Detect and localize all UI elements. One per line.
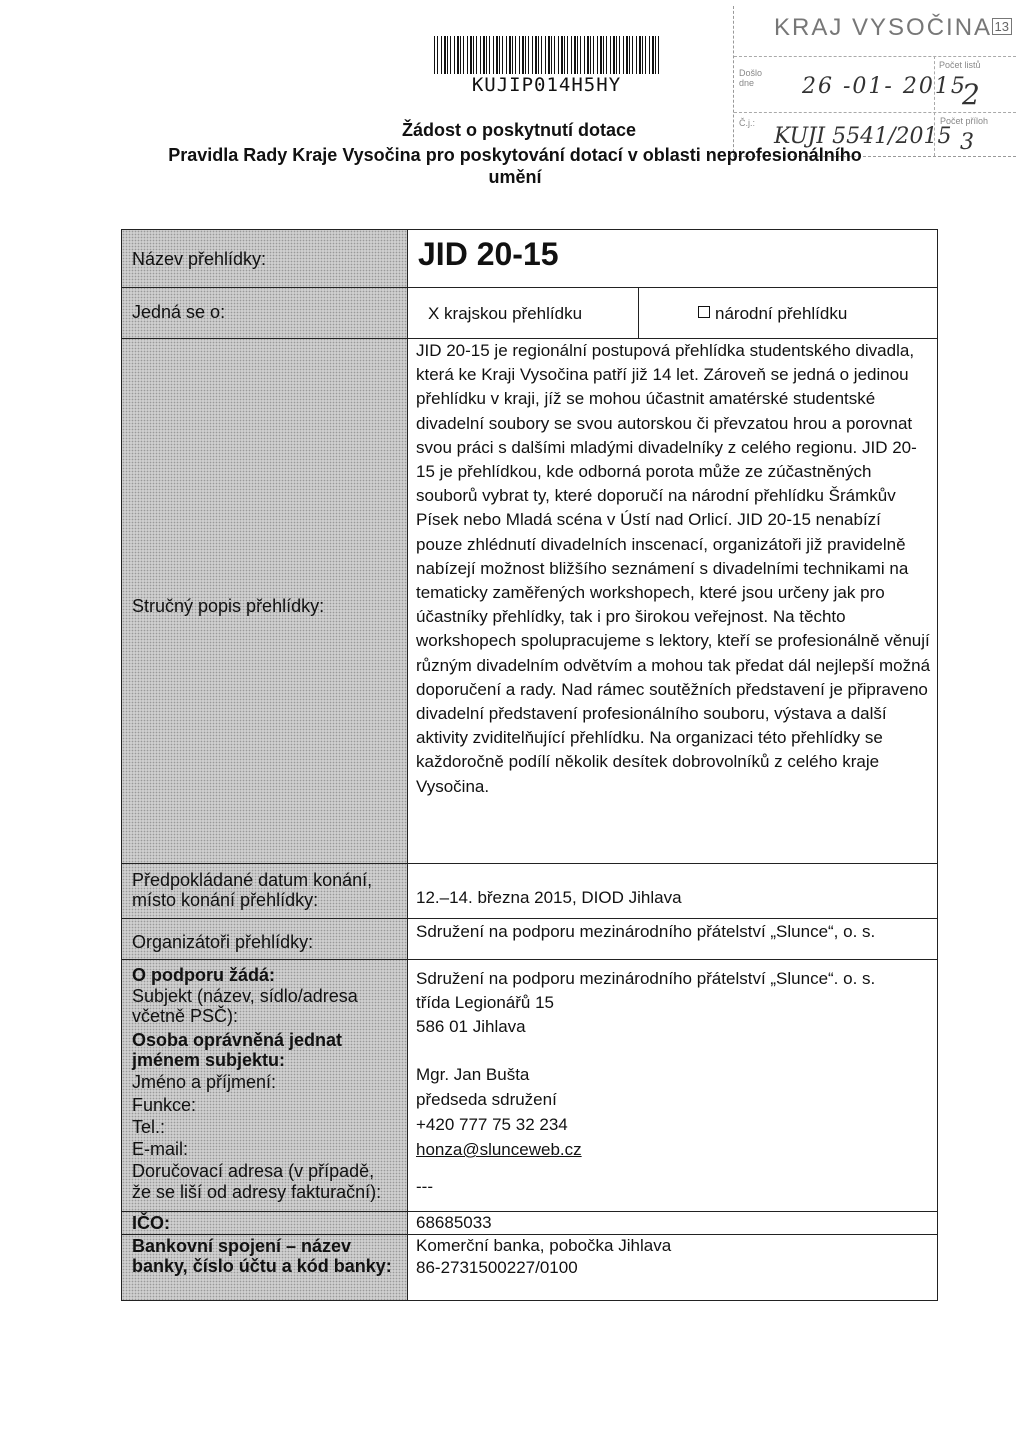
document-title: Žádost o poskytnutí dotace	[401, 120, 637, 140]
stamp-sheets: 2	[962, 78, 980, 111]
label-delivery-2: že se liší od adresy fakturační):	[132, 1182, 382, 1202]
stamp-received-date: 26 -01- 2015	[802, 74, 967, 99]
option-national[interactable]	[698, 302, 847, 326]
label-description: Stručný popis přehlídky:	[132, 596, 325, 616]
stamp-received-label: Došlo dne	[739, 68, 763, 88]
label-person-2: jménem subjektu:	[132, 1050, 286, 1070]
stamp-attachments: 3	[960, 130, 974, 155]
stamp-attachments-label: Počet příloh	[940, 116, 989, 126]
label-bank-1: Bankovní spojení – název	[132, 1236, 352, 1256]
application-form-table	[121, 229, 938, 1301]
function-value: předseda sdružení	[416, 1090, 557, 1109]
label-email: E-mail:	[132, 1139, 189, 1159]
delivery-value: ---	[416, 1177, 433, 1196]
barcode	[434, 36, 659, 74]
option-regional-label: X krajskou přehlídku	[428, 304, 583, 323]
label-event-name: Název přehlídky:	[132, 249, 267, 269]
bank-value-2: 86-2731500227/0100	[416, 1258, 578, 1277]
email-link[interactable]: honza@slunceweb.cz	[416, 1140, 582, 1159]
label-bank-2: banky, číslo účtu a kód banky:	[132, 1256, 392, 1276]
label-date-place-1: Předpokládané datum konání,	[132, 870, 373, 890]
label-phone: Tel.:	[132, 1117, 166, 1137]
subject-line-3: 586 01 Jihlava	[416, 1017, 526, 1036]
email-value[interactable]	[416, 1138, 582, 1162]
stamp-sheets-label: Počet listů	[939, 60, 981, 70]
stamp-ref-number: KUJI 5541/2015	[774, 124, 952, 149]
checkbox-national[interactable]	[698, 306, 710, 318]
document-subtitle: Pravidla Rady Kraje Vysočina pro poskytování dotací v oblasti neprofesionálního umění	[168, 145, 862, 187]
label-delivery-1: Doručovací adresa (v případě,	[132, 1161, 375, 1181]
full-name-value: Mgr. Jan Bušta	[416, 1065, 530, 1084]
label-subject-1: Subjekt (název, sídlo/adresa	[132, 986, 358, 1006]
label-event-type: Jedná se o:	[132, 302, 226, 322]
stamp-ref-label: Č.j.:	[739, 118, 756, 128]
subject-line-1: Sdružení na podporu mezinárodního přátelství „Slunce“. o. s.	[416, 969, 876, 988]
bank-value-1: Komerční banka, pobočka Jihlava	[416, 1236, 672, 1255]
organizers-value: Sdružení na podporu mezinárodního přátelství „Slunce“, o. s.	[416, 922, 876, 941]
barcode-text: KUJIP014H5HY	[471, 74, 622, 96]
event-name-value: JID 20-15	[418, 236, 559, 272]
label-subject-2: včetně PSČ):	[132, 1006, 239, 1026]
subject-line-2: třída Legionářů 15	[416, 993, 554, 1012]
label-full-name: Jméno a příjmení:	[132, 1072, 277, 1092]
label-function: Funkce:	[132, 1095, 197, 1115]
ico-value: 68685033	[416, 1213, 492, 1232]
date-place-value: 12.–14. března 2015, DIOD Jihlava	[416, 888, 682, 907]
option-regional[interactable]	[428, 302, 582, 326]
description-value: JID 20-15 je regionální postupová přehlídka studentského divadla, která ke Kraji Vysočina patří již 14 let. Zároveň se jedná o jedinou přehlídku v kraji, jíž se mohou účastnit amatérské studentské divadelní soubory se svou autorskou či převzatou hrou a porovnat svou práci s dalšími mladými divadelníky z celého regionu. JID 20-15 je přehlídkou, kde odborná porota může ze zúčastněných souborů vybrat ty, které doporučí na národní přehlídku Šrámkův Písek nebo Mladá scéna v Ústí nad Orlicí. JID 20-15 nenabízí pouze zhlédnutí divadelních inscenací, organizátoři již pravidelně nabízejí možnost bližšího seznámení s divadelními technikami na tematicky zaměřených workshopech, které jsou určeny jak pro účastníky přehlídky, tak i pro širokou veřejnost. Na těchto workshopech spolupracujeme s lektory, kteří se profesionálně věnují různým divadelním odvětvím a mohou tak předat dál nejlepší možná doporučení a rady. Nad rámec soutěžních představení je připraveno divadelní představení profesionálního souboru, výstava a další aktivity zviditelňující přehlídku. Na organizaci této přehlídky se každoročně podílí několik desítek dobrovolníků z celého kraje Vysočina.	[416, 341, 931, 796]
stamp-office: KRAJ VYSOČINA	[774, 14, 993, 41]
label-date-place-2: místo konání přehlídky:	[132, 890, 319, 910]
label-ico: IČO:	[132, 1213, 170, 1233]
label-person-1: Osoba oprávněná jednat	[132, 1030, 343, 1050]
option-national-label: národní přehlídku	[715, 304, 848, 323]
label-applicant: O podporu žádá:	[132, 965, 275, 985]
label-organizers: Organizátoři přehlídky:	[132, 932, 314, 952]
stamp-number: 13	[992, 18, 1012, 35]
phone-value: +420 777 75 32 234	[416, 1115, 568, 1134]
